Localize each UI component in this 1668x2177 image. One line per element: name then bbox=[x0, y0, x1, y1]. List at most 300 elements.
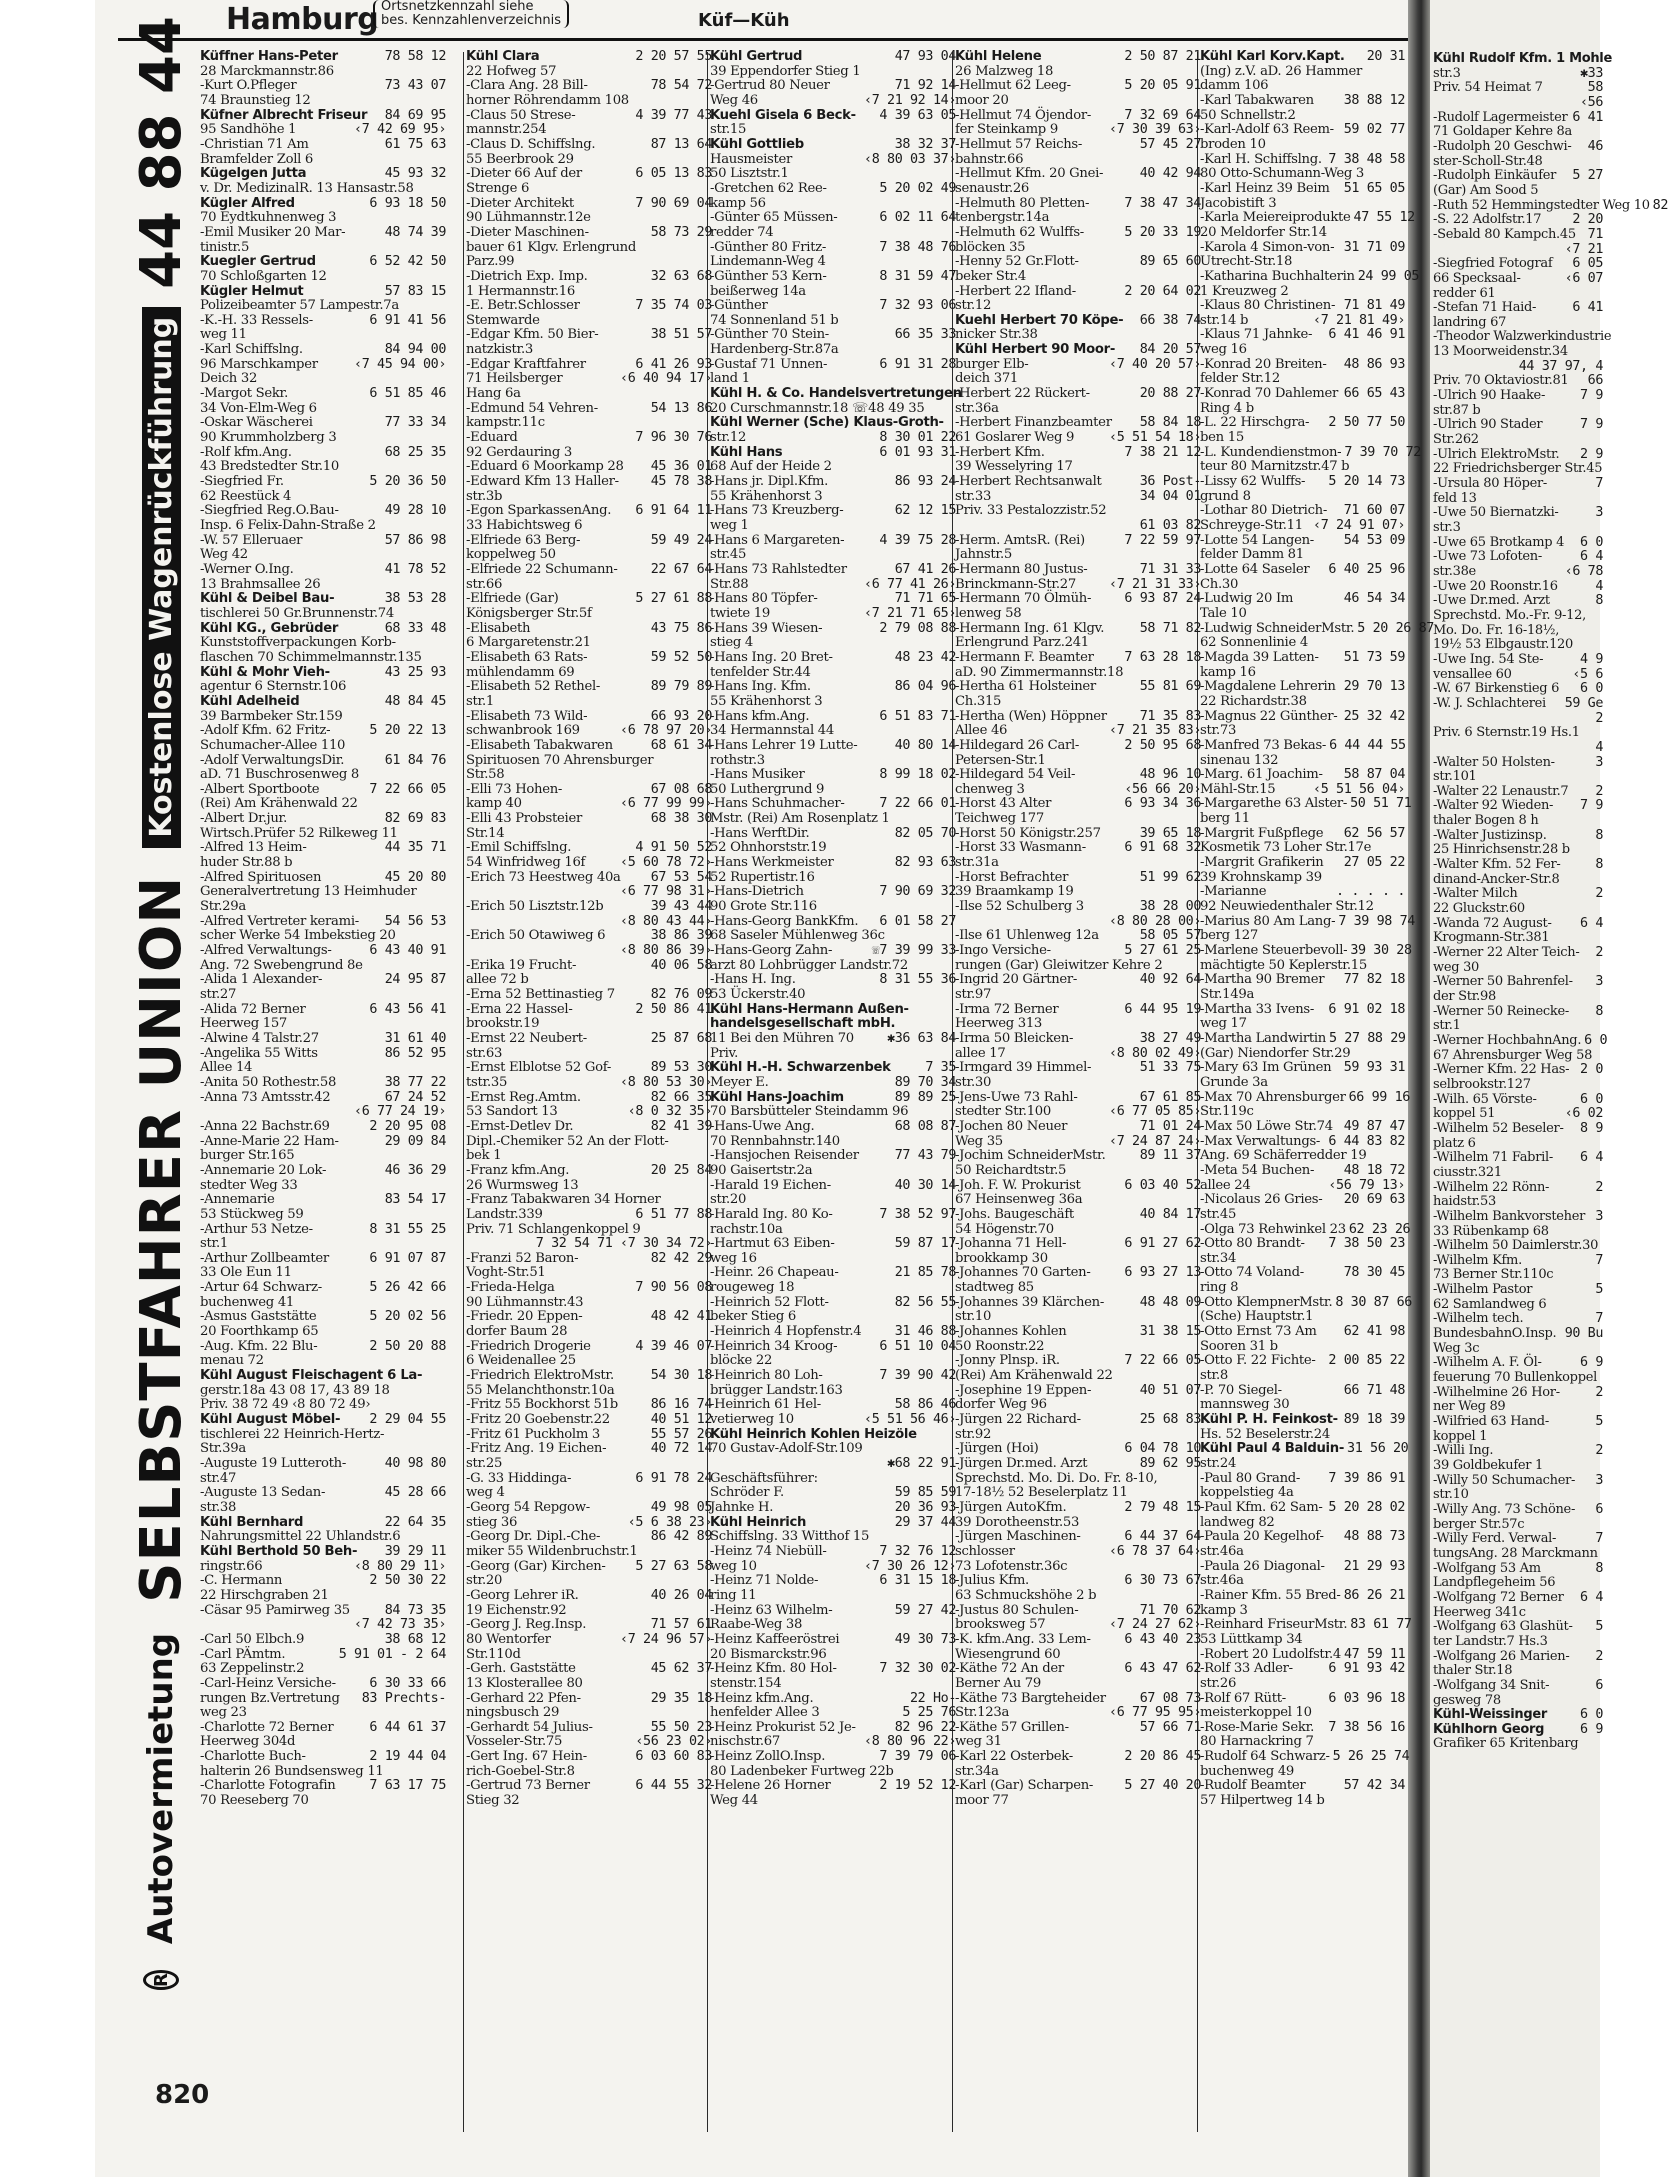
listing-row bbox=[955, 1149, 1201, 1164]
listing-phone: 7 38 47 34 bbox=[1124, 195, 1201, 211]
listing-phone: ‹5 51 54 18› bbox=[1109, 430, 1201, 446]
listing-row bbox=[200, 636, 446, 651]
listing-text: vensallee 60 bbox=[1433, 666, 1512, 682]
listing-row bbox=[710, 299, 956, 314]
listing-text: bek 1 bbox=[466, 1148, 502, 1164]
listing-phone bbox=[1600, 345, 1603, 360]
listing-text: -Fritz 55 Bockhorst 51b bbox=[466, 1397, 618, 1413]
listing-row bbox=[710, 460, 956, 475]
listing-row bbox=[1200, 856, 1405, 871]
listing-row bbox=[466, 1662, 712, 1677]
listing-phone: ‹7 21 92 14› bbox=[864, 92, 956, 108]
listing-text: thaler Str.18 bbox=[1433, 1663, 1513, 1679]
listing-text: 73 Berner Str.110c bbox=[1433, 1267, 1554, 1283]
listing-text: -Heinz Prokurist 52 Je- bbox=[710, 1719, 856, 1735]
listing-phone: 40 26 04 bbox=[650, 1587, 712, 1603]
listing-row bbox=[466, 973, 712, 988]
listing-text: 22 Hofweg 57 bbox=[466, 63, 557, 79]
listing-text: 95 Sandhöhe 1 bbox=[200, 122, 297, 138]
listing-text: 70 Reeseberg 70 bbox=[200, 1793, 309, 1809]
listing-text: Priv. 38 72 49 ‹8 80 72 49› bbox=[200, 1397, 371, 1413]
listing-row bbox=[1200, 1501, 1405, 1516]
listing-text: -Johannes Kohlen bbox=[955, 1324, 1067, 1340]
listing-row bbox=[710, 739, 956, 754]
listing-text: Kügler Alfred bbox=[200, 195, 295, 211]
listing-text: -Erich 50 Lisztstr.12b bbox=[466, 899, 604, 915]
listing-phone: ‹7 24 96 57› bbox=[620, 1631, 712, 1647]
listing-text: -Martha 33 Ivens- bbox=[1200, 1001, 1315, 1017]
listing-row bbox=[466, 358, 712, 373]
listing-text: -Clara Ang. 28 Bill- bbox=[466, 78, 588, 94]
listing-text: 50 Lisztstr.1 bbox=[710, 166, 789, 182]
listing-text: -Alfred Verwaltungs- bbox=[200, 943, 332, 959]
listing-row bbox=[200, 988, 446, 1003]
listing-row bbox=[466, 446, 712, 461]
listing-text: -Irmgard 39 Himmel- bbox=[955, 1060, 1092, 1076]
listing-phone: 2 00 85 22 bbox=[1328, 1353, 1405, 1369]
listing-phone bbox=[1600, 814, 1603, 829]
listing-phone bbox=[1402, 1545, 1405, 1560]
listing-phone: 73 43 07 bbox=[384, 78, 446, 94]
listing-row bbox=[1433, 140, 1603, 155]
listing-phone: 40 51 12 bbox=[650, 1412, 712, 1428]
listing-text: Kuegler Gertrud bbox=[200, 254, 316, 270]
listing-row bbox=[200, 94, 446, 109]
listing-row bbox=[1200, 268, 1420, 285]
listing-text: -Alfred Spirituosen bbox=[200, 869, 322, 885]
listing-text: -Wilh. 65 Vörste- bbox=[1433, 1091, 1537, 1107]
listing-row bbox=[466, 636, 712, 651]
listing-phone bbox=[1402, 1398, 1405, 1413]
listing-text: -Karl-Adolf 63 Reem- bbox=[1200, 122, 1334, 138]
listing-text: 73 Lofotenstr.36c bbox=[955, 1558, 1068, 1574]
listing-text: Kühl & Mohr Vieh- bbox=[200, 664, 330, 680]
listing-row bbox=[466, 1384, 712, 1399]
listing-row bbox=[466, 651, 712, 666]
listing-text: feld 13 bbox=[1433, 490, 1477, 506]
listing-phone: 86 04 96 bbox=[894, 679, 956, 695]
listing-phone bbox=[1402, 1428, 1405, 1443]
listing-text bbox=[1433, 741, 1592, 756]
listing-phone: 24 99 05 bbox=[1357, 268, 1420, 284]
listing-row bbox=[710, 123, 956, 138]
listing-text: -Käthe 57 Grillen- bbox=[955, 1719, 1069, 1735]
listing-text: scher Werke 54 Imbekstieg 20 bbox=[200, 928, 396, 944]
listing-text: -Cäsar 95 Pamirweg 35 bbox=[200, 1602, 350, 1618]
listing-row bbox=[1433, 329, 1612, 345]
listing-row bbox=[1200, 1779, 1405, 1794]
listing-row bbox=[1200, 827, 1405, 842]
listing-row bbox=[1200, 1340, 1405, 1355]
listing-phone: 6 41 bbox=[1572, 300, 1603, 316]
listing-phone: 6 41 bbox=[1572, 109, 1603, 125]
listing-row bbox=[466, 1413, 712, 1428]
listing-text: -Marg. 61 Joachim- bbox=[1200, 767, 1323, 783]
directory-column-3 bbox=[710, 49, 962, 2130]
listing-text: -Hans WerftDir. bbox=[710, 825, 810, 841]
listing-row bbox=[955, 1457, 1201, 1472]
listing-text: 50 Schnellstr.2 bbox=[1200, 107, 1296, 123]
listing-phone: 77 82 18 bbox=[1343, 972, 1405, 988]
listing-phone: 59 52 50 bbox=[650, 649, 712, 665]
listing-text: -Johs. Baugeschäft bbox=[955, 1206, 1074, 1222]
listing-text: Kühl Clara bbox=[466, 49, 540, 64]
listing-text: -Georg Lehrer iR. bbox=[466, 1587, 579, 1603]
listing-row bbox=[710, 1296, 956, 1311]
listing-row bbox=[466, 299, 712, 314]
listing-row bbox=[200, 1266, 446, 1281]
listing-phone: 40 80 14 bbox=[894, 737, 956, 753]
listing-text: -Hartmut 63 Eiben- bbox=[710, 1236, 835, 1252]
listing-phone: 2 bbox=[1595, 710, 1603, 726]
listing-row bbox=[200, 1223, 446, 1238]
listing-text: Kühl & Deibel Bau- bbox=[200, 591, 335, 607]
listing-row bbox=[466, 1721, 712, 1736]
listing-phone: 6 01 58 27 bbox=[879, 913, 956, 929]
listing-phone: 51 33 75 bbox=[1139, 1060, 1201, 1076]
listing-phone: 45 62 37 bbox=[650, 1661, 712, 1677]
listing-phone: 61 75 63 bbox=[384, 136, 446, 152]
listing-phone bbox=[443, 988, 446, 1003]
listing-text: flaschen 70 Schimmelmannstr.135 bbox=[200, 649, 422, 665]
listing-text: 22 Friedrichsberger Str.45 bbox=[1433, 461, 1603, 477]
listing-row bbox=[1200, 1560, 1405, 1575]
listing-row bbox=[200, 827, 446, 842]
listing-row bbox=[1200, 1076, 1405, 1091]
listing-row bbox=[1200, 1413, 1405, 1428]
listing-text: -Justus 80 Schulen- bbox=[955, 1602, 1079, 1618]
listing-text: -Eduard bbox=[466, 430, 518, 446]
listing-phone bbox=[1402, 578, 1405, 593]
listing-text: -Fritz 61 Puckholm 3 bbox=[466, 1426, 601, 1442]
listing-text: -Irma 72 Berner bbox=[955, 1001, 1059, 1017]
listing-row bbox=[200, 1208, 446, 1223]
listing-phone: 5 91 01 - 2 64 bbox=[338, 1646, 446, 1662]
listing-text: -Adolf Kfm. 62 Fritz- bbox=[200, 723, 331, 739]
listing-row bbox=[1433, 155, 1603, 170]
listing-phone: 21 85 78 bbox=[894, 1265, 956, 1281]
header-note-line2: bes. Kennzahlenverzeichnis bbox=[381, 13, 562, 28]
listing-phone bbox=[1402, 1486, 1405, 1501]
listing-text: -Heinrich 80 Loh- bbox=[710, 1368, 823, 1384]
listing-row bbox=[200, 1750, 446, 1765]
listing-row bbox=[1433, 1503, 1603, 1518]
listing-text: 20 Bismarckstr.96 bbox=[710, 1646, 827, 1662]
listing-row bbox=[466, 475, 712, 490]
listing-text: 20 Foorthkamp 65 bbox=[200, 1324, 319, 1340]
listing-phone: 82 bbox=[1652, 197, 1668, 213]
listing-row bbox=[955, 651, 1201, 666]
listing-text: weg 30 bbox=[1433, 959, 1480, 975]
listing-row bbox=[710, 1281, 956, 1296]
listing-phone: 6 04 78 10 bbox=[1124, 1441, 1201, 1457]
listing-phone: 6 91 27 62 bbox=[1124, 1236, 1201, 1252]
listing-text: 6 Margaretenstr.21 bbox=[466, 635, 591, 651]
listing-row bbox=[1200, 943, 1412, 959]
listing-text: Kühl Bernhard bbox=[200, 1514, 304, 1530]
listing-row bbox=[466, 988, 712, 1003]
listing-row bbox=[1200, 1530, 1405, 1545]
listing-row bbox=[200, 1692, 446, 1707]
listing-phone: 6 93 18 50 bbox=[369, 195, 446, 211]
listing-text: (Rei) Am Krähenwald 22 bbox=[955, 1368, 1113, 1384]
listing-text: -Max Verwaltungs- bbox=[1200, 1133, 1321, 1149]
listing-phone bbox=[1600, 1430, 1603, 1445]
listing-phone: 29 09 84 bbox=[384, 1133, 446, 1149]
listing-text: beißerweg 14a bbox=[710, 283, 806, 299]
listing-text: 25 Hinrichsenstr.28 b bbox=[1433, 842, 1570, 858]
listing-phone bbox=[1402, 1105, 1405, 1120]
listing-phone: 2 20 57 55 bbox=[635, 49, 712, 64]
listing-row bbox=[200, 431, 446, 446]
listing-text: -Hans 73 Rahlstedter bbox=[710, 561, 847, 577]
listing-row bbox=[1433, 389, 1603, 404]
listing-row bbox=[1200, 1149, 1405, 1164]
listing-phone: ‹6 77 95 95› bbox=[1109, 1705, 1201, 1721]
listing-row bbox=[1433, 668, 1603, 683]
listing-phone bbox=[443, 1208, 446, 1223]
listing-phone: 49 30 73 bbox=[894, 1631, 956, 1647]
listing-phone: 6 43 56 41 bbox=[369, 1001, 446, 1017]
listing-text: -Herbert Kfm. bbox=[955, 444, 1045, 460]
page-number: 820 bbox=[155, 2080, 210, 2110]
listing-phone bbox=[1600, 1518, 1603, 1533]
listing-text: -Herbert 22 Ifland- bbox=[955, 283, 1076, 299]
listing-row bbox=[466, 94, 712, 109]
listing-row bbox=[466, 1120, 712, 1135]
listing-row bbox=[200, 592, 446, 607]
listing-row bbox=[710, 1061, 956, 1076]
listing-row bbox=[955, 1135, 1201, 1150]
listing-phone: 5 27 40 20 bbox=[1124, 1778, 1201, 1794]
listing-text: -Max 70 Ahrensburger bbox=[1200, 1089, 1346, 1105]
listing-phone bbox=[1600, 609, 1603, 624]
listing-row bbox=[200, 680, 446, 695]
listing-row bbox=[466, 1472, 712, 1487]
header-note-line1: Ortsnetzkennzahl siehe bbox=[381, 0, 534, 14]
listing-row bbox=[1433, 580, 1603, 595]
listing-row bbox=[710, 1706, 956, 1721]
listing-phone bbox=[443, 1794, 446, 1809]
listing-row bbox=[200, 783, 446, 798]
listing-phone: 67 53 54 bbox=[650, 869, 712, 885]
listing-text: -Fritz Ang. 19 Eichen- bbox=[466, 1441, 607, 1457]
listing-text: -Günter 65 Müssen- bbox=[710, 210, 838, 226]
listing-phone bbox=[1600, 1664, 1603, 1679]
listing-row bbox=[200, 768, 446, 783]
listing-phone: 68 08 87 bbox=[894, 1118, 956, 1134]
listing-text: tischlerei 22 Heinrich-Hertz- bbox=[200, 1426, 385, 1442]
listing-text: -Margarethe 63 Alster- bbox=[1200, 796, 1348, 812]
listing-text: tungsAng. 28 Marckmann bbox=[1433, 1545, 1598, 1561]
listing-phone: 89 11 37 bbox=[1139, 1148, 1201, 1164]
listing-phone: 82 66 35 bbox=[650, 1089, 712, 1105]
listing-row bbox=[466, 695, 712, 710]
listing-text: -Rose-Marie Sekr. bbox=[1200, 1719, 1315, 1735]
listing-text: haidstr.53 bbox=[1433, 1194, 1496, 1210]
listing-phone: 38 88 12 bbox=[1343, 92, 1405, 108]
listing-phone: ‹6 77 24 19› bbox=[354, 1104, 446, 1120]
listing-text: Kühl Herbert 90 Moor- bbox=[955, 342, 1116, 358]
listing-text: -Max 50 Löwe Str.74 bbox=[1200, 1118, 1333, 1134]
listing-row bbox=[200, 1677, 446, 1692]
listing-row bbox=[1433, 184, 1603, 199]
listing-row bbox=[466, 241, 712, 256]
listing-row bbox=[200, 841, 446, 856]
listing-phone: 2 19 44 04 bbox=[369, 1749, 446, 1765]
listing-phone: 48 23 42 bbox=[894, 649, 956, 665]
listing-text: tinistr.5 bbox=[200, 239, 250, 255]
listing-row bbox=[1433, 1078, 1603, 1093]
listing-row bbox=[1200, 1677, 1405, 1692]
listing-row bbox=[1200, 1281, 1405, 1296]
listing-row bbox=[955, 1281, 1201, 1296]
listing-row bbox=[955, 1706, 1201, 1721]
listing-phone bbox=[1600, 1635, 1603, 1650]
listing-row bbox=[466, 255, 712, 270]
listing-row bbox=[710, 944, 956, 959]
listing-text: -Magda 39 Latten- bbox=[1200, 649, 1319, 665]
listing-phone: ‹8 80 28 00› bbox=[1109, 913, 1201, 929]
listing-text: koppel 1 bbox=[1433, 1428, 1488, 1444]
listing-text: weg 4 bbox=[466, 1485, 505, 1501]
listing-row bbox=[200, 1662, 446, 1677]
listing-phone: 6 03 60 83 bbox=[635, 1749, 712, 1765]
listing-text: grund 8 bbox=[1200, 488, 1251, 504]
listing-row bbox=[955, 988, 1201, 1003]
listing-row bbox=[710, 548, 956, 563]
listing-phone: 40 51 07 bbox=[1139, 1382, 1201, 1398]
listing-text: str.45 bbox=[710, 547, 747, 563]
listing-row bbox=[200, 1428, 446, 1443]
listing-phone bbox=[1600, 155, 1603, 170]
listing-row bbox=[466, 1252, 712, 1267]
listing-phone: 6 51 85 46 bbox=[369, 386, 446, 402]
listing-text: Kuehl Gisela 6 Beck- bbox=[710, 107, 856, 123]
listing-row bbox=[1200, 1003, 1405, 1018]
listing-phone: 83 61 77 bbox=[1350, 1617, 1412, 1633]
listing-row bbox=[1433, 946, 1603, 961]
listing-text: -K.-H. 33 Ressels- bbox=[200, 312, 313, 328]
listing-row bbox=[710, 1545, 956, 1560]
listing-row bbox=[466, 666, 712, 681]
listing-row bbox=[200, 1193, 446, 1208]
listing-text: gerstr.18a 43 08 17, 43 89 18 bbox=[200, 1382, 390, 1398]
listing-row bbox=[1433, 1210, 1603, 1225]
listing-text: -Ernst-Detlev Dr. bbox=[466, 1118, 574, 1134]
listing-text: Sprechstd. Mo. Di. Do. Fr. 8-10, bbox=[955, 1470, 1158, 1486]
listing-text: -Käthe 72 An der bbox=[955, 1661, 1064, 1677]
listing-phone: 29 35 18 bbox=[650, 1690, 712, 1706]
listing-text: aD. 90 Zimmermannstr.18 bbox=[955, 664, 1124, 680]
listing-text: deich 371 bbox=[955, 371, 1019, 387]
listing-text: -Claus D. Schiffslng. bbox=[466, 136, 596, 152]
listing-phone: 5 bbox=[1595, 1282, 1603, 1298]
listing-text: Landstr.339 bbox=[466, 1206, 543, 1222]
listing-text: Geschäftsführer: bbox=[710, 1470, 818, 1486]
listing-phone: 77 33 34 bbox=[384, 415, 446, 431]
listing-phone: 4 9 bbox=[1580, 651, 1603, 667]
listing-text: str.97 bbox=[955, 987, 992, 1002]
listing-text: -Albert Dr.jur. bbox=[200, 811, 287, 827]
listing-phone bbox=[1600, 961, 1603, 976]
listing-phone: 2 bbox=[1595, 783, 1603, 799]
listing-phone bbox=[1402, 167, 1405, 182]
listing-phone: 2 79 08 88 bbox=[879, 620, 956, 636]
listing-phone: 89 53 30 bbox=[650, 1060, 712, 1076]
listing-phone: 39 65 18 bbox=[1139, 825, 1201, 841]
listing-row bbox=[200, 1398, 446, 1413]
listing-text: -Friedrich ElektroMstr. bbox=[466, 1368, 614, 1384]
listing-text: Kühl Werner (Sche) Klaus-Groth- bbox=[710, 415, 944, 431]
listing-phone: 25 32 42 bbox=[1343, 708, 1405, 724]
listing-text: Str.88 bbox=[710, 576, 749, 592]
listing-row bbox=[466, 915, 712, 930]
listing-phone bbox=[1402, 65, 1405, 80]
listing-phone: 45 78 38 bbox=[650, 474, 712, 490]
listing-row bbox=[1433, 1195, 1603, 1210]
listing-text: -Uwe Dr.med. Arzt bbox=[1433, 593, 1550, 609]
listing-text: Generalvertretung 13 Heimhuder bbox=[200, 884, 417, 900]
listing-phone: 82 96 22 bbox=[894, 1719, 956, 1735]
listing-text: -Werner 22 Alter Teich- bbox=[1433, 945, 1580, 961]
listing-text: 13 Moorweidenstr.34 bbox=[1433, 344, 1568, 360]
listing-text: Ang. 72 Swebengrund 8e bbox=[200, 957, 363, 973]
listing-row bbox=[466, 1633, 712, 1648]
listing-phone: 7 22 66 05 bbox=[369, 781, 446, 797]
listing-phone bbox=[1602, 462, 1605, 477]
listing-text: horner Röhrendamm 108 bbox=[466, 92, 629, 108]
listing-row bbox=[466, 270, 712, 285]
listing-phone: 2 20 86 45 bbox=[1124, 1749, 1201, 1765]
listing-row bbox=[1433, 887, 1603, 902]
listing-phone: 57 83 15 bbox=[384, 283, 446, 299]
listing-row bbox=[710, 109, 956, 124]
listing-text: -Jochim SchneiderMstr. bbox=[955, 1148, 1106, 1164]
listing-text: -Erika 19 Frucht- bbox=[466, 957, 577, 973]
listing-text: str.24 bbox=[1200, 1456, 1237, 1471]
listing-row bbox=[1200, 94, 1405, 109]
listing-phone bbox=[443, 1266, 446, 1281]
listing-text: Kühl August Möbel- bbox=[200, 1412, 341, 1428]
listing-row bbox=[710, 1017, 956, 1032]
listing-row bbox=[1200, 387, 1405, 402]
listing-row bbox=[1433, 1650, 1603, 1665]
listing-text: 22 Hirschgraben 21 bbox=[200, 1587, 329, 1603]
listing-row bbox=[1200, 1354, 1405, 1369]
listing-text: stedter Str.100 bbox=[955, 1104, 1051, 1120]
listing-text: kamp 3 bbox=[1200, 1602, 1248, 1618]
listing-text: str.45 bbox=[1200, 1206, 1237, 1222]
listing-text: -Meta 54 Buchen- bbox=[1200, 1162, 1315, 1178]
listing-text: Ring 4 b bbox=[1200, 400, 1254, 416]
listing-row bbox=[200, 1530, 446, 1545]
listing-phone: 4 bbox=[1595, 739, 1603, 755]
listing-row bbox=[1433, 404, 1603, 419]
listing-phone bbox=[443, 211, 446, 226]
listing-text: -Anna 22 Bachstr.69 bbox=[200, 1118, 330, 1134]
directory-column-1 bbox=[200, 50, 446, 2130]
listing-text: str.30 bbox=[955, 1074, 992, 1090]
listing-text: broden 10 bbox=[1200, 136, 1266, 152]
listing-row bbox=[955, 1398, 1201, 1413]
listing-phone: 6 91 93 42 bbox=[1328, 1661, 1405, 1677]
listing-phone: ‹8 0 32 35› bbox=[627, 1104, 712, 1120]
listing-row bbox=[710, 1721, 956, 1736]
listing-phone: 67 61 85 bbox=[1139, 1089, 1201, 1105]
listing-phone bbox=[1402, 1516, 1405, 1531]
listing-text: Kühl Paul 4 Balduin- bbox=[1200, 1441, 1345, 1457]
